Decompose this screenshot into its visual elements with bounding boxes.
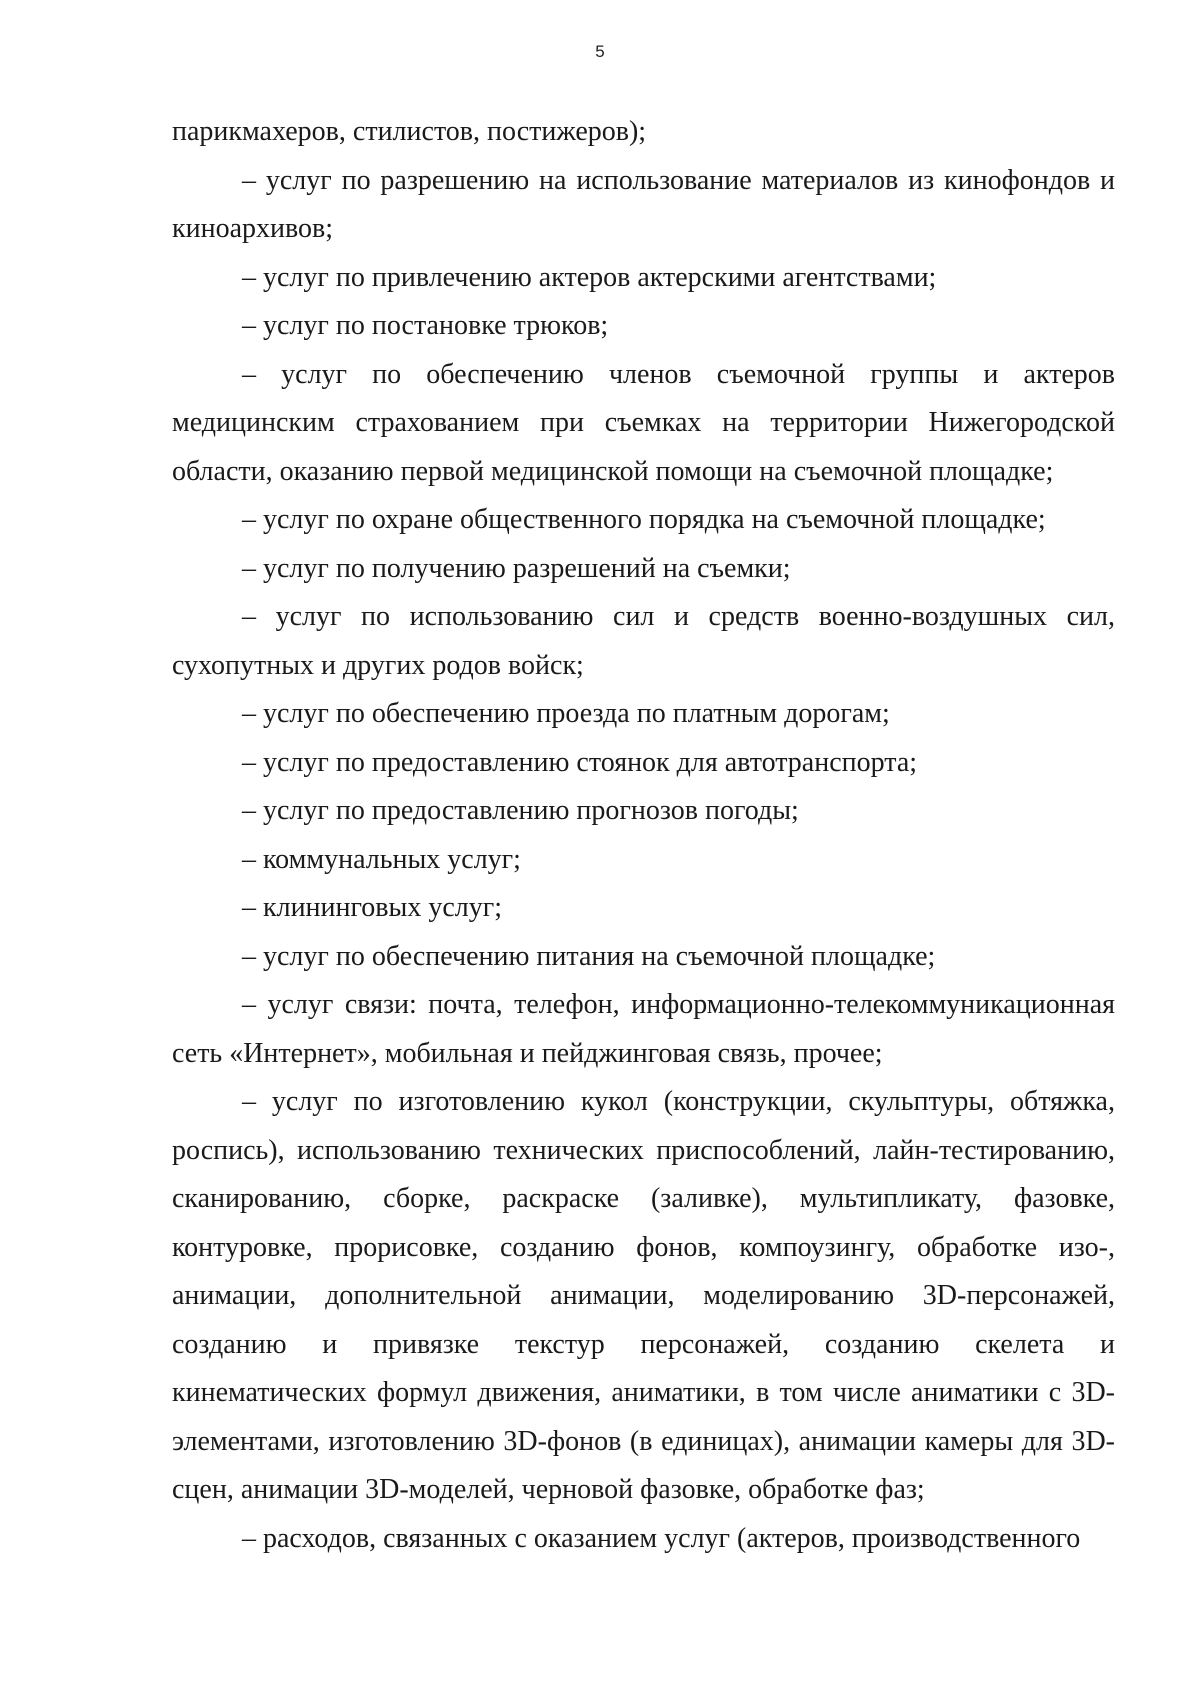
- list-item: – коммунальных услуг;: [242, 843, 521, 875]
- page-number: 5: [595, 42, 605, 61]
- paragraph: парикмахеров, стилистов, постижеров);: [172, 116, 647, 147]
- list-item: – услуг по предоставлению стоянок для автотранспорта;: [242, 746, 918, 778]
- list-item: – услуг по обеспечению питания на съемочной площадке;: [242, 940, 936, 972]
- list-item: – услуг по постановке трюков;: [242, 310, 609, 341]
- document-body: [172, 108, 1115, 1563]
- list-item: – клининговых услуг;: [242, 892, 502, 923]
- list-item: – услуг по использованию сил и средств военно-воздушных сил, сухопутных и других родов войск;: [172, 601, 1115, 681]
- list-item: – услуг по охране общественного порядка на съемочной площадке;: [242, 504, 1046, 535]
- list-item: – услуг по разрешению на использование материалов из кинофондов и киноархивов;: [172, 164, 1115, 244]
- list-item: – услуг по предоставлению прогнозов погоды;: [242, 795, 799, 826]
- list-item: – услуг по обеспечению членов съемочной группы и актеров медицинским страхованием при съемках на территории Нижегородской области, оказанию первой медицинской помощи на съемочной площадке;: [172, 358, 1115, 487]
- list-item: – расходов, связанных с оказанием услуг (актеров, производственного: [242, 1522, 1081, 1554]
- list-item: – услуг по привлечению актеров актерскими агентствами;: [242, 261, 937, 293]
- list-item: – услуг по изготовлению кукол (конструкции, скульптуры, обтяжка, роспись), использованию технических приспособлений, лайн-тестированию, сканированию, сборке, раскраске (заливке), мультипликату, фазовке, контуровке, прорисовке, созданию фонов, компоузингу, обработке изо-, анимации, дополнительной анимации, моделированию 3D-персонажей, созданию и привязке текстур персонажей, созданию скелета и кинематических формул движения, аниматики, в том числе аниматики с 3D-элементами, изготовлению 3D-фонов (в единицах), анимации камеры для 3D-сцен, анимации 3D-моделей, черновой фазовке, обработке фаз;: [172, 1086, 1115, 1505]
- list-item: – услуг по получению разрешений на съемки;: [242, 552, 791, 584]
- list-item: – услуг связи: почта, телефон, информационно-телекоммуникационная сеть «Интернет», мобильная и пейджинговая связь, прочее;: [172, 989, 1115, 1069]
- list-item: – услуг по обеспечению проезда по платным дорогам;: [242, 698, 890, 729]
